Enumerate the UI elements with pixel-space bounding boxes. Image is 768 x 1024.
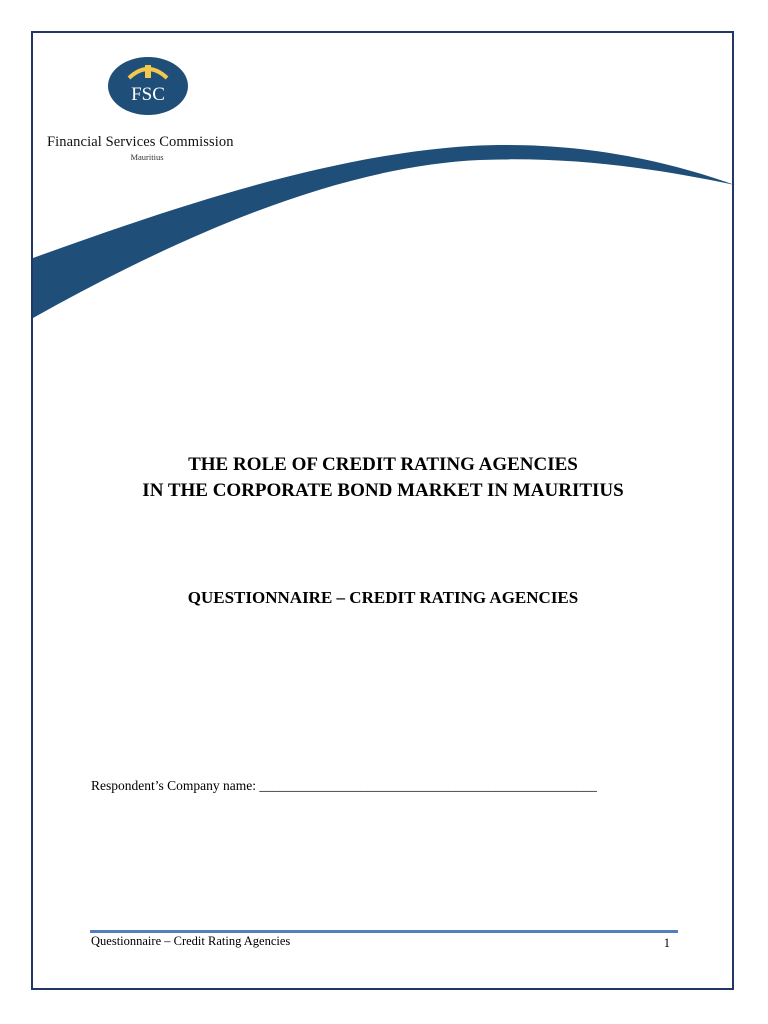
- document-subtitle: QUESTIONNAIRE – CREDIT RATING AGENCIES: [187, 588, 579, 607]
- organization-name: Financial Services Commission: [47, 134, 234, 150]
- organization-country: Mauritius: [130, 152, 164, 162]
- footer-document-name: Questionnaire – Credit Rating Agencies: [91, 934, 291, 948]
- logo-lettering: FSC: [131, 84, 165, 105]
- document-title: [33, 452, 733, 504]
- respondent-blank-line: __________________________________________________: [259, 778, 597, 793]
- respondent-company-field: [91, 778, 597, 794]
- page-number: 1: [663, 936, 670, 950]
- decorative-swoosh: [0, 0, 768, 330]
- title-line-1: THE ROLE OF CREDIT RATING AGENCIES: [188, 454, 578, 475]
- fsc-logo: [107, 56, 189, 116]
- footer-rule: [90, 930, 678, 933]
- title-line-2: IN THE CORPORATE BOND MARKET IN MAURITIUS: [142, 480, 624, 501]
- respondent-label: Respondent’s Company name:: [91, 778, 260, 793]
